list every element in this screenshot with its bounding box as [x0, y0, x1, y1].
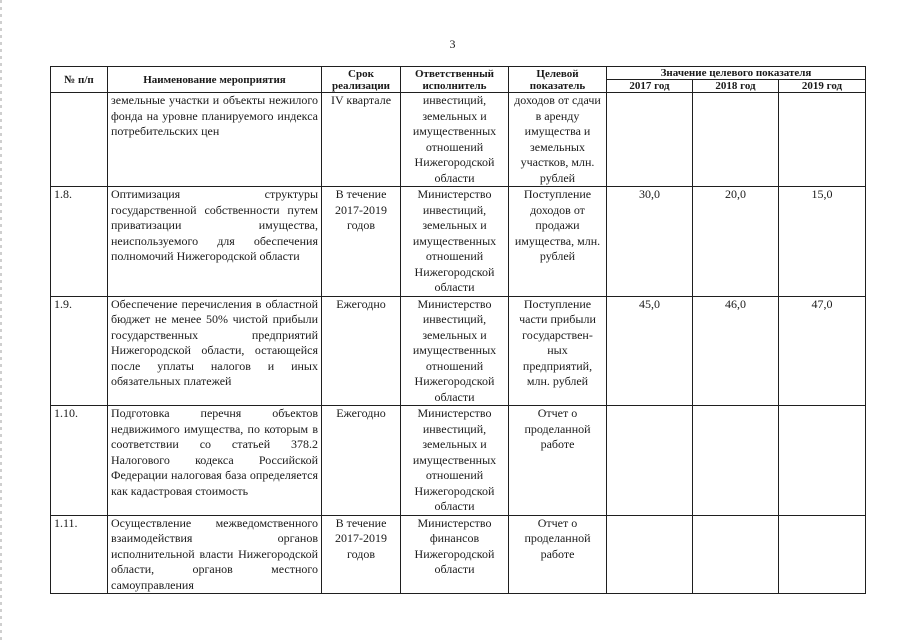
header-num: № п/п	[51, 67, 108, 93]
row-term: IV квартале	[322, 93, 401, 187]
header-indicator: Целевой показатель	[509, 67, 607, 93]
row-responsible: инвестиций, земельных и имущественных отношений Нижегородской области	[401, 93, 509, 187]
row-indicator: Поступление части прибыли государствен-ных предприятий, млн. рублей	[509, 296, 607, 406]
scan-edge	[0, 0, 2, 640]
row-term: В течение 2017-2019 годов	[322, 187, 401, 297]
row-value-2018	[693, 406, 779, 516]
row-value-2019	[779, 406, 866, 516]
row-value-2017	[607, 515, 693, 594]
row-value-2018	[693, 93, 779, 187]
row-num: 1.8.	[51, 187, 108, 297]
row-term: В течение 2017-2019 годов	[322, 515, 401, 594]
measures-table	[50, 66, 866, 594]
row-value-2017: 30,0	[607, 187, 693, 297]
row-value-2019	[779, 93, 866, 187]
header-name: Наименование мероприятия	[108, 67, 322, 93]
row-value-2019	[779, 515, 866, 594]
row-num	[51, 93, 108, 187]
row-value-2017	[607, 406, 693, 516]
page-number: 3	[449, 37, 456, 51]
table-row	[51, 515, 866, 594]
row-value-2019: 47,0	[779, 296, 866, 406]
row-name: Оптимизация структуры государственной собственности путем приватизации имущества, неиспользуемого для обеспечения полномочий Нижегородской области	[108, 187, 322, 297]
row-name: Обеспечение перечисления в областной бюджет не менее 50% чистой прибыли государственных предприятий Нижегородской области, остающейся после уплаты налогов и иных обязательных платежей	[108, 296, 322, 406]
header-value-group: Значение целевого показателя	[607, 67, 866, 80]
row-value-2018: 20,0	[693, 187, 779, 297]
header-year-2018: 2018 год	[693, 80, 779, 93]
row-indicator: доходов от сдачи в аренду имущества и земельных участков, млн. рублей	[509, 93, 607, 187]
header-year-2019: 2019 год	[779, 80, 866, 93]
header-responsible: Ответственный исполнитель	[401, 67, 509, 93]
row-num: 1.9.	[51, 296, 108, 406]
row-responsible: Министерство инвестиций, земельных и имущественных отношений Нижегородской области	[401, 296, 509, 406]
row-term: Ежегодно	[322, 406, 401, 516]
row-value-2018	[693, 515, 779, 594]
row-name: Осуществление межведомственного взаимодействия органов исполнительной власти Нижегородской области, органов местного самоуправления	[108, 515, 322, 594]
header-year-2017: 2017 год	[607, 80, 693, 93]
row-responsible: Министерство финансов Нижегородской области	[401, 515, 509, 594]
row-responsible: Министерство инвестиций, земельных и имущественных отношений Нижегородской области	[401, 406, 509, 516]
row-indicator: Отчет о проделанной работе	[509, 515, 607, 594]
row-indicator: Поступление доходов от продажи имущества, млн. рублей	[509, 187, 607, 297]
table-row	[51, 93, 866, 187]
row-term: Ежегодно	[322, 296, 401, 406]
row-num: 1.11.	[51, 515, 108, 594]
row-value-2017	[607, 93, 693, 187]
table-row	[51, 187, 866, 297]
row-value-2018: 46,0	[693, 296, 779, 406]
row-value-2019: 15,0	[779, 187, 866, 297]
table-row	[51, 406, 866, 516]
row-name: Подготовка перечня объектов недвижимого имущества, по которым в соответствии со статьей 378.2 Налогового кодекса Российской Федерации налоговая база определяется как кадастровая стоимость	[108, 406, 322, 516]
row-responsible: Министерство инвестиций, земельных и имущественных отношений Нижегородской области	[401, 187, 509, 297]
row-name: земельные участки и объекты нежилого фонда на уровне планируемого индекса потребительских цен	[108, 93, 322, 187]
header-term: Срок реализации	[322, 67, 401, 93]
row-num: 1.10.	[51, 406, 108, 516]
table-row	[51, 296, 866, 406]
row-indicator: Отчет о проделанной работе	[509, 406, 607, 516]
row-value-2017: 45,0	[607, 296, 693, 406]
